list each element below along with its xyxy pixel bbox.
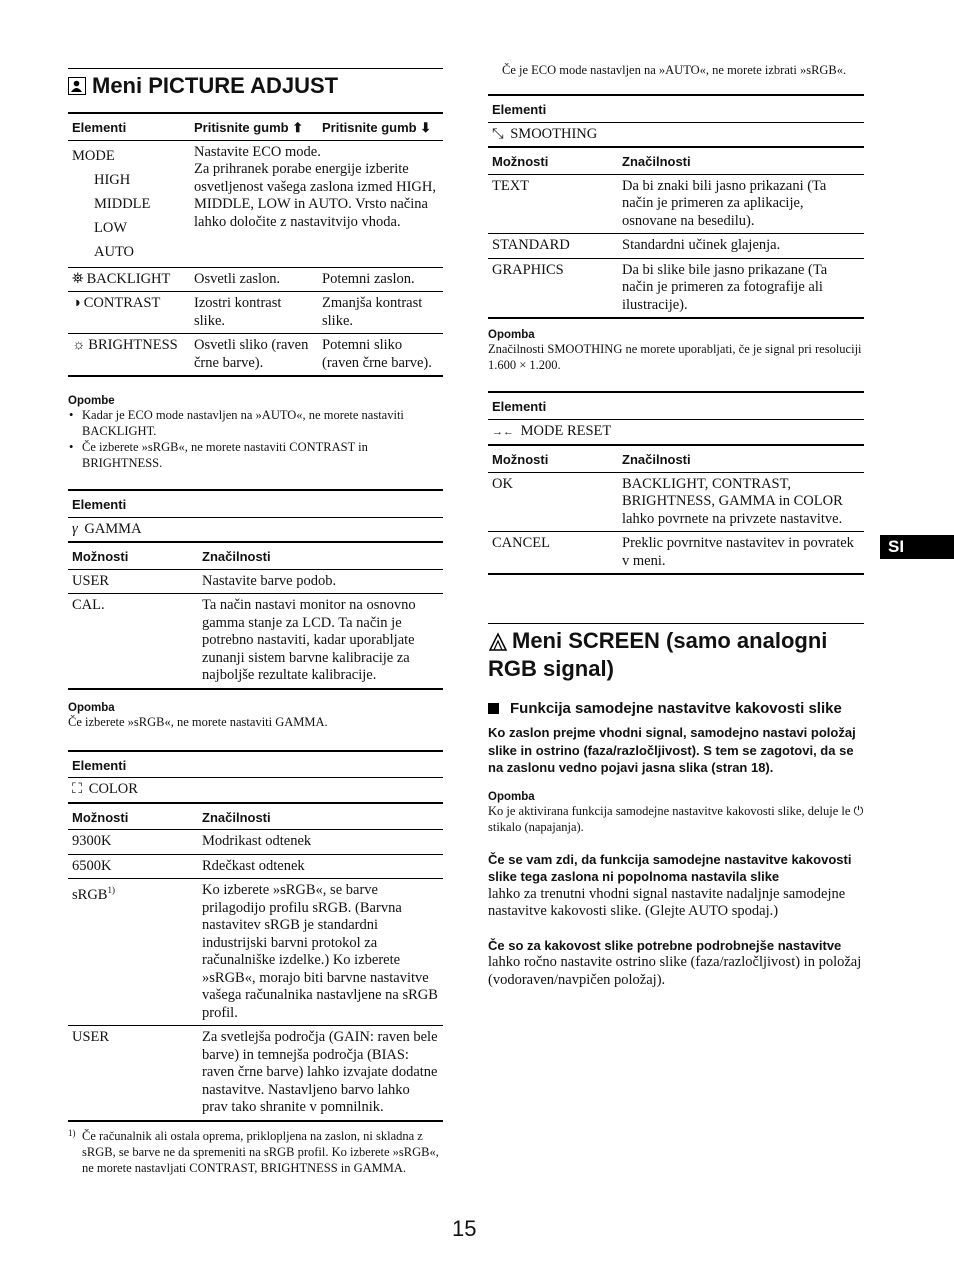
table-row <box>488 258 864 318</box>
note-text: Značilnosti SMOOTHING ne morete uporabljati, če je signal pri resoluciji 1.600 × 1.200. <box>488 342 862 372</box>
desc-cell: Modrikast odtenek <box>198 830 443 855</box>
footnote-text: Če računalnik ali ostala oprema, priklopljena na zaslon, ni skladna z sRGB, se barve ne da spremeniti na sRGB profil. Ko izberete »sRGB«, ne morete nastavljati CONTRAST, BRIGHTNESS in GAMMA. <box>82 1128 439 1175</box>
col-features: Značilnosti <box>618 147 864 174</box>
option-cell: sRGB <box>72 886 108 903</box>
table-row <box>488 174 864 234</box>
smoothing-icon: ⤡ <box>492 125 504 142</box>
option-cell: CAL. <box>68 594 198 689</box>
picture-adjust-table <box>68 112 443 377</box>
table-row <box>68 594 443 689</box>
mode-reset-table <box>488 391 864 575</box>
mode-reset-header: Elementi <box>488 392 864 419</box>
mode-description: Nastavite ECO mode. Za prihranek porabe energije izberite osvetljenost vašega zaslona izmed HIGH, MIDDLE, LOW in AUTO. Vrsto načina lahko določite z nastavitvijo vhoda. <box>190 140 443 267</box>
col-features: Značilnosti <box>618 445 864 472</box>
desc-cell: Ko izberete »sRGB«, se barve prilagodijo profilu sRGB. (Barvna nastavitev sRGB je standardni industrijski barvni protokol za računalniške izdelke.) Ko izberete »sRGB«, morajo biti barvne nastavitve vašega računalnika nastavljene na sRGB profil. <box>198 879 443 1026</box>
table-row <box>488 472 864 532</box>
desc-cell: Rdečkast odtenek <box>198 854 443 879</box>
note-title: Opomba <box>488 790 535 803</box>
footnote-mark: 1) <box>68 1127 76 1138</box>
desc-cell: BACKLIGHT, CONTRAST, BRIGHTNESS, GAMMA in COLOR lahko povrnete na privzete nastavitve. <box>618 472 864 532</box>
question-text: lahko za trenutni vhodni signal nastavite nadaljnje samodejne nastavitve kakovosti slike. (Glejte AUTO spodaj.) <box>488 885 846 919</box>
section-title-picture-adjust: Meni PICTURE ADJUST <box>68 68 443 100</box>
table-row <box>68 140 443 267</box>
option-cell: 6500K <box>68 854 198 879</box>
color-item: COLOR <box>88 781 138 797</box>
gamma-header: Elementi <box>68 490 443 517</box>
screen-icon <box>488 632 506 650</box>
color-table <box>68 750 443 1122</box>
header-press-up: Pritisnite gumb ⬆ <box>190 113 318 140</box>
row-label: BRIGHTNESS <box>88 337 178 353</box>
col-options: Možnosti <box>68 542 198 569</box>
option-cell: GRAPHICS <box>488 258 618 318</box>
header-elementi: Elementi <box>68 113 190 140</box>
note-item: • Kadar je ECO mode nastavljen na »AUTO«, ne morete nastaviti BACKLIGHT. <box>68 407 443 439</box>
right-column <box>488 62 864 989</box>
auto-adjust-text: Ko zaslon prejme vhodni signal, samodejno nastavi položaj slike in ostrino (faza/razločljivost). S tem se zagotovi, da se na zaslonu vedno pojavi jasna slika (stran 18). <box>488 725 856 775</box>
note-title: Opomba <box>68 701 115 714</box>
table-row <box>68 334 443 377</box>
desc-cell: Za svetlejša področja (GAIN: raven bele barve) in temnejša področja (BIAS: raven črne barve) lahko izvajate dodatne nastavitve. Nastavljeno barvo lahko prav tako shranite v pomnilnik. <box>198 1026 443 1121</box>
desc-cell: Preklic povrnitve nastavitev in povratek v meni. <box>618 532 864 575</box>
backlight-icon: ⛯ <box>72 270 84 287</box>
row-up: Osvetli zaslon. <box>190 267 318 292</box>
col-options: Možnosti <box>488 147 618 174</box>
footnote <box>68 1128 443 1176</box>
desc-cell: Da bi znaki bili jasno prikazani (Ta način je primeren za aplikacije, osnovane na besedilu). <box>618 174 864 234</box>
note-item: • Če izberete »sRGB«, ne morete nastaviti CONTRAST in BRIGHTNESS. <box>68 439 443 471</box>
smoothing-header: Elementi <box>488 95 864 122</box>
top-note: Če je ECO mode nastavljen na »AUTO«, ne morete izbrati »sRGB«. <box>502 63 847 77</box>
row-label: CONTRAST <box>83 295 161 311</box>
mode-option: LOW <box>94 219 128 236</box>
power-icon: ⏻ <box>853 803 864 818</box>
smoothing-table <box>488 94 864 319</box>
table-row <box>68 830 443 855</box>
table-row <box>488 234 864 259</box>
option-cell: CANCEL <box>488 532 618 575</box>
footnote-ref: 1) <box>107 885 115 895</box>
table-row <box>68 292 443 334</box>
row-up: Izostri kontrast slike. <box>190 292 318 334</box>
note-text: Ko je aktivirana funkcija samodejne nastavitve kakovosti slike, deluje le ⏻ stikalo (napajanja). <box>488 803 864 834</box>
option-cell: USER <box>68 1026 198 1121</box>
row-label: BACKLIGHT <box>86 270 171 287</box>
col-features: Značilnosti <box>198 803 443 830</box>
mode-option: AUTO <box>94 243 135 260</box>
question-heading: Če se vam zdi, da funkcija samodejne nastavitve kakovosti slike tega zaslona ni popolnoma nastavila slike <box>488 851 852 884</box>
option-cell: 9300K <box>68 830 198 855</box>
picture-adjust-icon <box>68 77 86 95</box>
table-row <box>68 1026 443 1121</box>
desc-cell: Ta način nastavi monitor na osnovno gamma stanje za LCD. Ta način je potrebno nastaviti, kadar uporabljate zunanji sistem barvne kalibracije za najboljše rezultate kalibracije. <box>198 594 443 689</box>
mode-option: HIGH <box>94 171 131 188</box>
brightness-icon: ☼ <box>72 337 86 353</box>
notes-list <box>68 407 443 471</box>
contrast-icon: ◑ <box>72 295 81 311</box>
notes-title: Opombe <box>68 395 115 407</box>
mode-label: MODE <box>72 147 115 164</box>
table-row <box>68 854 443 879</box>
gamma-table <box>68 489 443 690</box>
col-features: Značilnosti <box>198 542 443 569</box>
option-cell: TEXT <box>488 174 618 234</box>
square-bullet-icon <box>488 703 499 714</box>
table-row <box>68 569 443 594</box>
smoothing-item: SMOOTHING <box>510 125 598 142</box>
row-up: Osvetli sliko (raven črne barve). <box>190 334 318 377</box>
gamma-icon: γ <box>72 520 78 537</box>
color-header: Elementi <box>68 751 443 778</box>
desc-cell: Standardni učinek glajenja. <box>618 234 864 259</box>
note-title: Opomba <box>488 329 535 341</box>
language-tab: SI <box>880 535 954 559</box>
option-cell: USER <box>68 569 198 594</box>
left-column <box>68 68 443 1176</box>
reset-icon: →← <box>492 425 514 438</box>
option-cell: OK <box>488 472 618 532</box>
row-down: Zmanjša kontrast slike. <box>318 292 443 334</box>
sub-heading: Funkcija samodejne nastavitve kakovosti slike <box>488 699 864 718</box>
page-number: 15 <box>452 1216 477 1241</box>
option-cell: STANDARD <box>488 234 618 259</box>
row-down: Potemni zaslon. <box>318 267 443 292</box>
table-row <box>488 532 864 575</box>
table-row <box>68 267 443 292</box>
gamma-item: GAMMA <box>84 520 142 537</box>
desc-cell: Nastavite barve podob. <box>198 569 443 594</box>
question-heading: Če so za kakovost slike potrebne podrobnejše nastavitve <box>488 937 842 953</box>
color-icon: ⛶ <box>72 781 83 797</box>
question-text: lahko ročno nastavite ostrino slike (faza/razločljivost) in položaj (vodoraven/navpičen položaj). <box>488 954 862 988</box>
col-options: Možnosti <box>68 803 198 830</box>
mode-reset-item: MODE RESET <box>520 422 612 439</box>
header-press-down: Pritisnite gumb ⬇ <box>318 113 443 140</box>
section-title-screen: Meni SCREEN (samo analogni RGB signal) <box>488 623 864 683</box>
row-down: Potemni sliko (raven črne barve). <box>318 334 443 377</box>
note-text: Če izberete »sRGB«, ne morete nastaviti GAMMA. <box>68 714 328 729</box>
table-row <box>68 879 443 1026</box>
col-options: Možnosti <box>488 445 618 472</box>
mode-option: MIDDLE <box>94 195 151 212</box>
desc-cell: Da bi slike bile jasno prikazane (Ta način je primeren za fotografije ali ilustracije). <box>618 258 864 318</box>
